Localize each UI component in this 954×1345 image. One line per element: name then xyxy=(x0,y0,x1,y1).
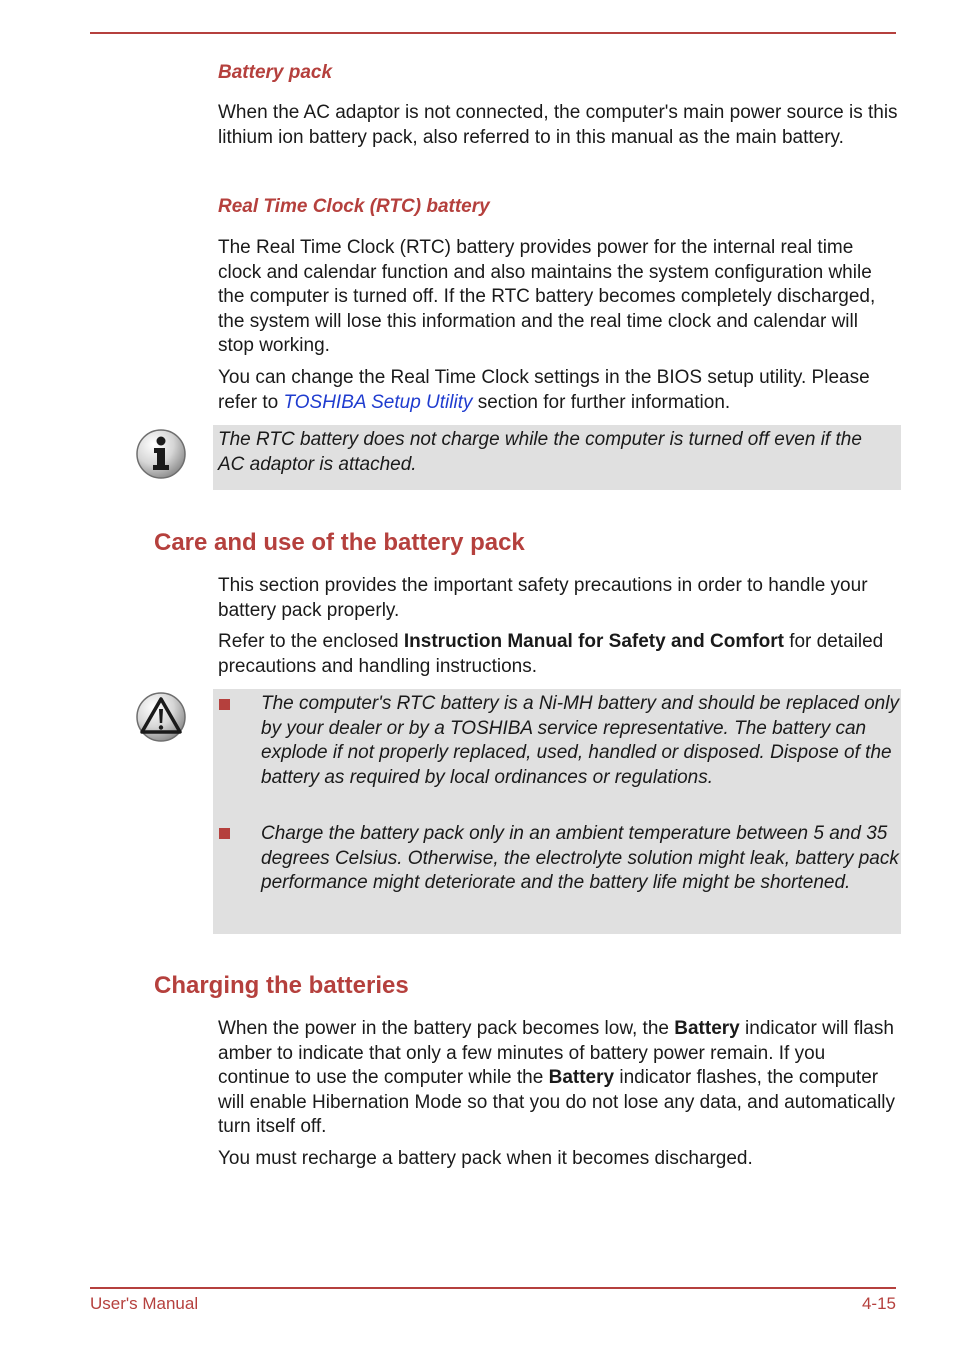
charging-text-a: When the power in the battery pack becomes low, the xyxy=(218,1018,675,1039)
warning-box-care xyxy=(213,689,901,934)
heading-charging: Charging the batteries xyxy=(154,972,409,999)
subheading-battery-pack: Battery pack xyxy=(218,62,333,83)
battery-indicator-term: Battery xyxy=(548,1067,615,1088)
rtc-settings-text-pre: You can change the Real Time Clock settings in the BIOS setup utility. Please refer to xyxy=(218,367,870,413)
paragraph-rtc-settings xyxy=(218,366,898,415)
footer-manual-label: User's Manual xyxy=(90,1294,199,1313)
bullet-marker xyxy=(219,828,230,839)
toshiba-setup-utility-link[interactable]: TOSHIBA Setup Utility xyxy=(283,391,473,413)
note-rtc-text: The RTC battery does not charge while the computer is turned off even if the AC adaptor is attached. xyxy=(218,429,862,475)
footer-page-number: 4-15 xyxy=(861,1294,896,1313)
care-refer-pre: Refer to the enclosed xyxy=(218,631,404,652)
paragraph-charging-low xyxy=(218,1017,898,1140)
footer-rule xyxy=(90,1287,896,1289)
care-refer-post: for detailed precautions and handling instructions. xyxy=(218,631,884,677)
paragraph-recharge: You must recharge a battery pack when it becomes discharged. xyxy=(218,1148,753,1169)
paragraph-care-refer xyxy=(218,630,898,679)
note-box-rtc xyxy=(213,425,901,490)
header-rule xyxy=(90,32,896,34)
warning-icon xyxy=(135,690,187,744)
warning-item-rtc-nimh: The computer's RTC battery is a Ni-MH battery and should be replaced only by your dealer or by a TOSHIBA service representative. The battery can explode if not properly replaced, used, handled or disposed. Dispose of the battery as required by local ordinances or regulations. xyxy=(261,693,899,788)
subheading-rtc-battery: Real Time Clock (RTC) battery xyxy=(218,196,490,217)
battery-indicator-term: Battery xyxy=(674,1018,740,1039)
manual-title: Instruction Manual for Safety and Comfort xyxy=(403,631,784,652)
paragraph-rtc-battery: The Real Time Clock (RTC) battery provides power for the internal real time clock and calendar function and also maintains the system configuration while the computer is turned off. If the RTC battery becomes completely discharged, the system will lose this information and the real time clock and calendar will stop working. xyxy=(218,237,876,356)
charging-text-e: indicator flashes, the computer will enable Hibernation Mode so that you do not lose any data, and automatically turn itself off. xyxy=(218,1067,896,1137)
bullet-marker xyxy=(219,699,230,710)
charging-text-c: indicator will flash amber to indicate that only a few minutes of battery power remain. If you continue to use the computer while the xyxy=(218,1018,894,1088)
heading-care-and-use: Care and use of the battery pack xyxy=(154,529,525,556)
rtc-settings-text-post: section for further information. xyxy=(472,391,731,413)
warning-item-temperature: Charge the battery pack only in an ambient temperature between 5 and 35 degrees Celsius. Otherwise, the electrolyte solution might leak, battery pack performance might deteriorate and the battery life might be shortened. xyxy=(261,823,899,893)
paragraph-care-intro: This section provides the important safety precautions in order to handle your battery pack properly. xyxy=(218,575,868,621)
paragraph-battery-pack: When the AC adaptor is not connected, the computer's main power source is this lithium ion battery pack, also referred to in this manual as the main battery. xyxy=(218,102,898,148)
info-icon xyxy=(135,428,187,480)
